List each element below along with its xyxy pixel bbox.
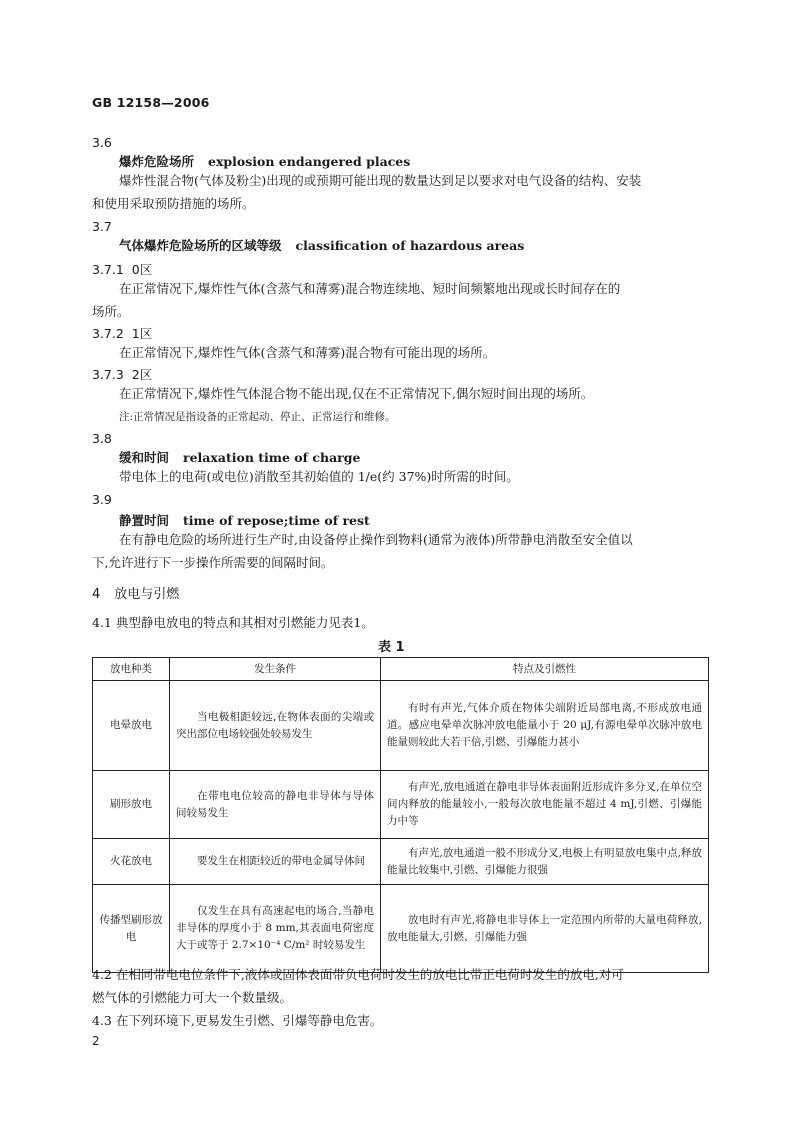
discharge-kind: 传播型刷形放电 [93, 885, 170, 973]
page-number: 2 [92, 1034, 100, 1048]
subclause-heading [92, 366, 152, 384]
table-row [93, 839, 709, 885]
table-header: 发生条件 [170, 658, 381, 681]
clause-number: 3.8 [92, 431, 112, 446]
definition-text: 在正常情况下,爆炸性气体混合物不能出现,仅在不正常情况下,偶尔短时间出现的场所。 [119, 386, 594, 401]
discharge-feature: 有声光,放电通道一般不形成分叉,电极上有明显放电集中点,释放能量比较集中,引燃、引爆能力很强 [381, 839, 709, 885]
clause-title: 1区 [131, 326, 153, 341]
term-heading [119, 237, 524, 255]
clause-number: 3.7.2 [92, 326, 124, 341]
clause-title: 2区 [131, 367, 153, 382]
paragraph-4-2: 燃气体的引燃能力可大一个数量级。 [92, 990, 293, 1005]
note-text: 注:正常情况是指设备的正常起动、停止、正常运行和维修。 [119, 411, 396, 423]
clause-number: 3.6 [92, 135, 112, 150]
term-en: time of repose;time of rest [183, 513, 370, 528]
standard-number: GB 12158—2006 [92, 95, 210, 110]
table-row [93, 771, 709, 839]
discharge-feature: 有声光,放电通道在静电非导体表面附近形成许多分叉,在单位空间内释放的能量较小,一般每次放电能量不超过 4 mJ,引燃、引爆能力中等 [381, 771, 709, 839]
paragraph-4-1: 4.1 典型静电放电的特点和其相对引燃能力见表1。 [92, 615, 374, 630]
table-row [93, 885, 709, 973]
paragraph-4-3: 4.3 在下列环境下,更易发生引燃、引爆等静电危害。 [92, 1013, 383, 1028]
definition-text: 场所。 [92, 304, 130, 319]
definition-text: 和使用采取预防措施的场所。 [92, 196, 255, 211]
table-header: 特点及引燃性 [381, 658, 709, 681]
definition-text: 在有静电危险的场所进行生产时,由设备停止操作到物料(通常为液体)所带静电消散至安全值以 [119, 532, 633, 547]
table-header-row [93, 658, 709, 681]
clause-number: 3.9 [92, 492, 112, 507]
discharge-condition: 仅发生在具有高速起电的场合,当静电非导体的厚度小于 8 mm,其表面电荷密度大于或等于 2.7×10⁻⁴ C/m² 时较易发生 [170, 885, 381, 973]
discharge-kind: 刷形放电 [93, 771, 170, 839]
discharge-condition: 当电极相距较远,在物体表面的尖端或突出部位电场较强处较易发生 [170, 681, 381, 771]
clause-title: 0区 [131, 262, 153, 277]
discharge-table [92, 657, 709, 973]
definition-text: 爆炸性混合物(气体及粉尘)出现的或预期可能出现的数量达到足以要求对电气设备的结构、安装 [119, 173, 642, 188]
discharge-feature: 放电时有声光,将静电非导体上一定范围内所带的大量电荷释放,放电能量大,引燃、引爆能力强 [381, 885, 709, 973]
term-cn: 缓和时间 [119, 450, 170, 465]
term-en: relaxation time of charge [183, 450, 361, 465]
subclause-heading [92, 261, 152, 279]
clause-number: 3.7 [92, 219, 112, 234]
table-caption: 表 1 [378, 640, 405, 655]
term-cn: 静置时间 [119, 513, 170, 528]
definition-text: 下,允许进行下一步操作所需要的间隔时间。 [92, 555, 334, 570]
term-en: explosion endangered places [208, 154, 411, 169]
discharge-kind: 电晕放电 [93, 681, 170, 771]
term-cn: 气体爆炸危险场所的区域等级 [119, 238, 282, 253]
discharge-condition: 要发生在相距较近的带电金属导体间 [170, 839, 381, 885]
clause-number: 3.7.3 [92, 367, 124, 382]
discharge-kind: 火花放电 [93, 839, 170, 885]
discharge-feature: 有时有声光,气体介质在物体尖端附近局部电离,不形成放电通道。感应电晕单次脉冲放电能量小于 20 μJ,有源电晕单次脉冲放电能量则较此大若干倍,引燃、引爆能力甚小 [381, 681, 709, 771]
discharge-condition: 在带电电位较高的静电非导体与导体间较易发生 [170, 771, 381, 839]
section-heading [92, 586, 179, 604]
definition-text: 在正常情况下,爆炸性气体(含蒸气和薄雾)混合物有可能出现的场所。 [119, 345, 496, 360]
term-cn: 爆炸危险场所 [119, 154, 195, 169]
clause-number: 3.7.1 [92, 262, 124, 277]
term-heading [119, 449, 360, 467]
paragraph-4-2: 4.2 在相同带电电位条件下,液体或固体表面带负电荷时发生的放电比带正电荷时发生的放电,对可 [92, 967, 624, 982]
term-heading [119, 512, 370, 530]
definition-text: 带电体上的电荷(或电位)消散至其初始值的 1/e(约 37%)时所需的时间。 [119, 469, 519, 484]
section-number: 4 [92, 587, 101, 602]
section-title: 放电与引燃 [114, 587, 180, 602]
table-header: 放电种类 [93, 658, 170, 681]
table-row [93, 681, 709, 771]
term-en: classification of hazardous areas [295, 238, 525, 253]
definition-text: 在正常情况下,爆炸性气体(含蒸气和薄雾)混合物连续地、短时间频繁地出现或长时间存在的 [119, 281, 621, 296]
subclause-heading [92, 325, 152, 343]
term-heading [119, 153, 410, 171]
